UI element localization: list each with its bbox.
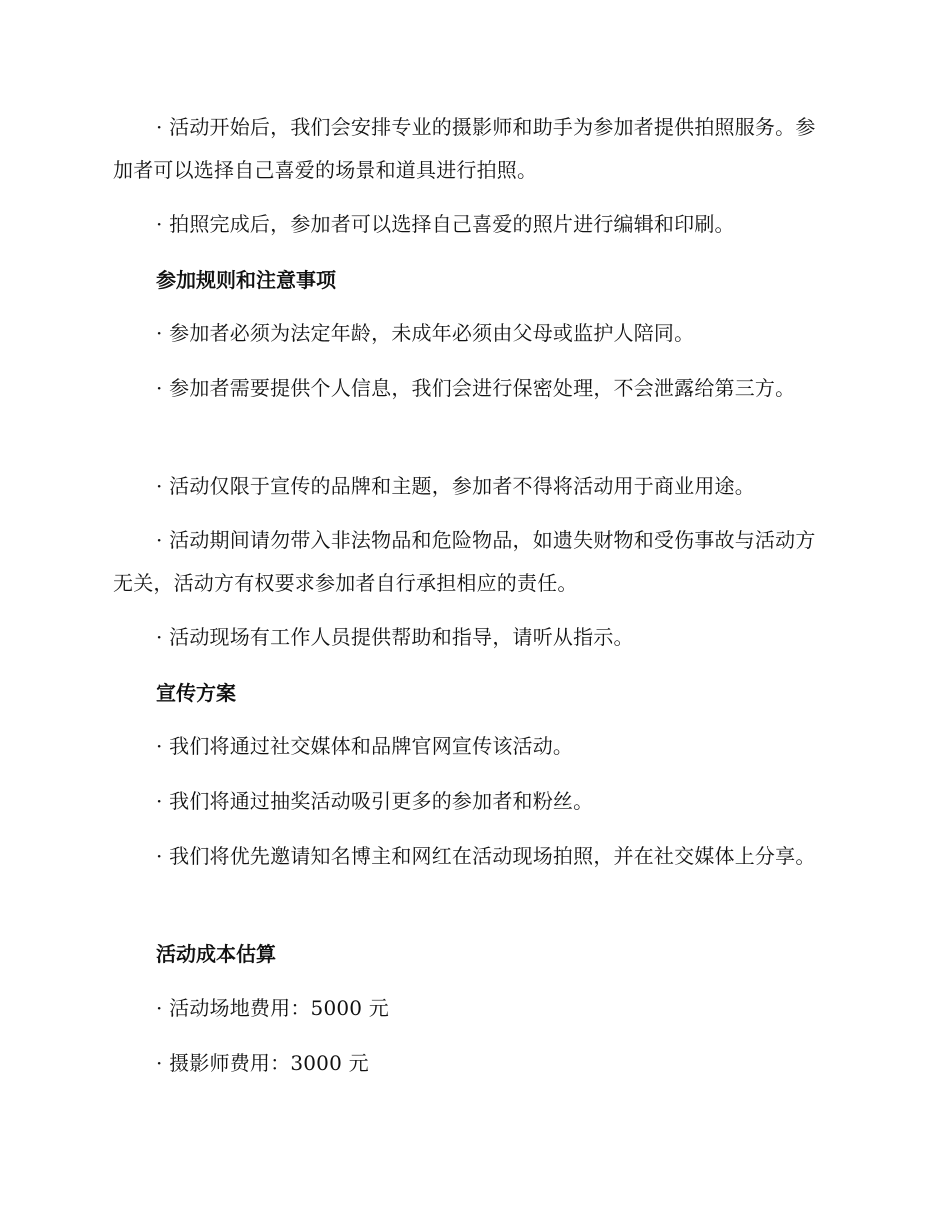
list-item: · 参加者必须为法定年龄，未成年必须由父母或监护人陪同。 (156, 321, 695, 345)
list-item: · 活动期间请勿带入非法物品和危险物品，如遗失财物和受伤事故与活动方无关，活动方有权要求参加者自行承担相应的责任。 (113, 528, 816, 595)
section-heading-cost: 活动成本估算 (156, 942, 276, 966)
list-item: · 活动仅限于宣传的品牌和主题，参加者不得将活动用于商业用途。 (156, 474, 755, 498)
list-item: · 活动现场有工作人员提供帮助和指导，请听从指示。 (156, 625, 634, 649)
paragraph-photo-service: · 活动开始后，我们会安排专业的摄影师和助手为参加者提供拍照服务。参加者可以选择自己喜爱的场景和道具进行拍照。 (113, 115, 816, 182)
list-item: · 我们将优先邀请知名博主和网红在活动现场拍照，并在社交媒体上分享。 (156, 844, 816, 868)
list-item: · 活动场地费用：5000 元 (156, 996, 389, 1020)
list-item: · 参加者需要提供个人信息，我们会进行保密处理，不会泄露给第三方。 (156, 376, 796, 400)
section-heading-rules: 参加规则和注意事项 (156, 268, 336, 292)
section-heading-promotion: 宣传方案 (156, 681, 236, 705)
list-item: · 摄影师费用：3000 元 (156, 1051, 369, 1075)
list-item: · 我们将通过抽奖活动吸引更多的参加者和粉丝。 (156, 789, 594, 813)
paragraph-photo-editing: · 拍照完成后，参加者可以选择自己喜爱的照片进行编辑和印刷。 (156, 212, 735, 236)
list-item: · 我们将通过社交媒体和品牌官网宣传该活动。 (156, 734, 574, 758)
